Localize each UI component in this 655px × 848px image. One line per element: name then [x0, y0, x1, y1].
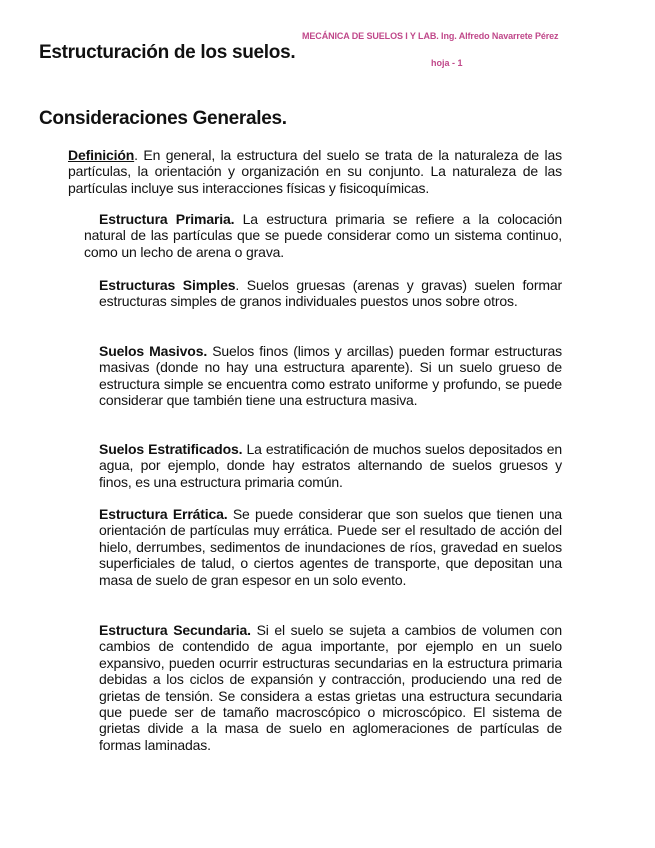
paragraph-estructura-primaria	[84, 211, 562, 260]
header-page-number: hoja - 1	[431, 58, 463, 68]
estructura-secundaria-text: Si el suelo se sujeta a cambios de volumen con cambios de contendido de agua importante, por ejemplo en un suelo expansivo, pueden ocurrir estructuras secundarias en la estructura primaria debidas a los ciclos de expansión y contracción, produciendo una red de grietas de tensión. Se considera a estas grietas una estructura secundaria que puede ser de tamaño macroscópico o microscópico. El sistema de grietas divide a la masa de suelo en aglomeraciones de partículas de formas laminadas.	[99, 622, 562, 753]
suelos-masivos-label: Suelos Masivos.	[99, 343, 208, 359]
suelos-estratificados-label: Suelos Estratificados.	[99, 441, 243, 457]
section-heading: Consideraciones Generales.	[39, 108, 287, 129]
suelos-estratificados-text: La estratificación de muchos suelos depositados en agua, por ejemplo, donde hay estratos alternando de suelos gruesos y finos, es una estructura primaria común.	[99, 441, 563, 490]
estructuras-simples-text: . Suelos gruesas (arenas y gravas) suelen formar estructuras simples de granos individuales puestos unos sobre otros.	[99, 277, 562, 310]
estructura-primaria-text: La estructura primaria se refiere a la colocación natural de las partículas que se puede considerar como un sistema continuo, como un lecho de arena o grava.	[84, 211, 562, 260]
document-title: Estructuración de los suelos.	[39, 42, 296, 63]
header-course: MECÁNICA DE SUELOS I Y LAB. Ing. Alfredo Navarrete Pérez	[302, 31, 559, 41]
paragraph-suelos-estratificados	[99, 441, 562, 490]
paragraph-estructuras-simples	[99, 277, 562, 310]
estructura-erratica-label: Estructura Errática.	[99, 506, 228, 522]
paragraph-definicion	[68, 147, 562, 196]
estructura-erratica-text: Se puede considerar que son suelos que tienen una orientación de partículas muy errática. Puede ser el resultado de acción del hielo, derrumbes, sedimentos de inundaciones de ríos, gravedad en suelos superficiales de talud, o ciertos agentes de transporte, que depositan una masa de suelo de gran espesor en un solo evento.	[99, 506, 562, 588]
paragraph-suelos-masivos	[99, 343, 562, 409]
estructura-primaria-label: Estructura Primaria.	[99, 211, 235, 227]
paragraph-estructura-secundaria	[99, 622, 562, 753]
definicion-label: Definición	[68, 147, 135, 163]
definicion-text: . En general, la estructura del suelo se trata de la naturaleza de las partículas, la orientación y organización en su conjunto. La naturaleza de las partículas incluye sus interacciones físicas y fisicoquímicas.	[68, 147, 562, 196]
paragraph-estructura-erratica	[99, 506, 562, 588]
estructura-secundaria-label: Estructura Secundaria.	[99, 622, 251, 638]
estructuras-simples-label: Estructuras Simples	[99, 277, 236, 293]
suelos-masivos-text: Suelos finos (limos y arcillas) pueden formar estructuras masivas (donde no hay una estructura aparente). Si un suelo grueso de estructura simple se encuentra como estrato uniforme y profundo, se puede considerar que también tiene una estructura masiva.	[99, 343, 562, 409]
